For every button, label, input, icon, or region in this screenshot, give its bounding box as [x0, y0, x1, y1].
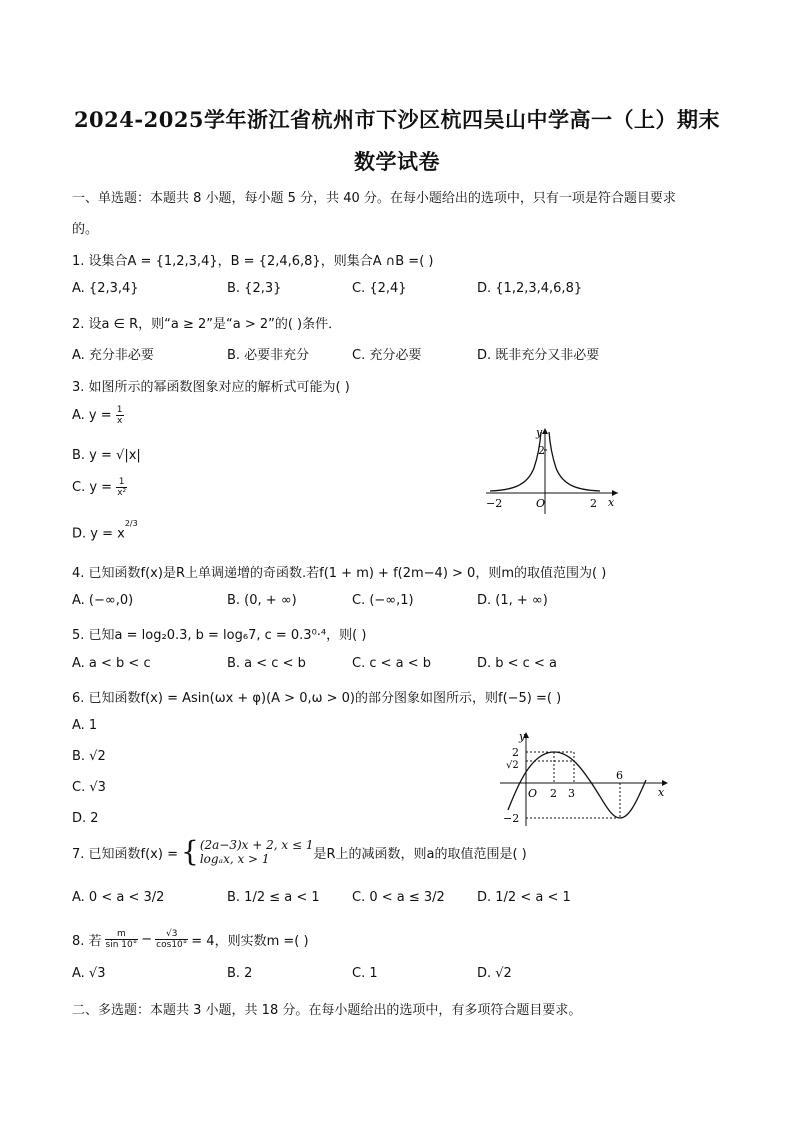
q3-option-d-prefix: D. y = x — [72, 526, 125, 542]
q6-option-a: A. 1 — [72, 718, 98, 733]
q2-stem: 2. 设a ∈ R，则“a ≥ 2”是“a > 2”的( )条件． — [72, 317, 342, 332]
q4-option-b: B. (0, + ∞) — [227, 593, 297, 608]
q4-option-a: A. (−∞,0) — [72, 593, 134, 608]
q5-option-a: A. a < b < c — [72, 656, 151, 671]
q3-option-c-prefix: C. y = — [72, 480, 113, 495]
q3-curve-left — [490, 432, 541, 491]
q8-minus: − — [141, 932, 153, 947]
q8-frac2-num: √3 — [155, 929, 188, 940]
q7-option-d: D. 1/2 < a < 1 — [477, 890, 571, 905]
q4-option-d: D. (1, + ∞) — [477, 593, 548, 608]
q7-option-c: C. 0 < a ≤ 3/2 — [352, 890, 445, 905]
q6-stem: 6. 已知函数f(x) = Asin(ωx + φ)(A > 0,ω > 0)的部分图象如图所示，则f(−5) =( ) — [72, 691, 562, 706]
q3-stem: 3. 如图所示的幂函数图象对应的解析式可能为( ) — [72, 380, 350, 395]
q3-a-num: 1 — [116, 405, 123, 415]
q3-option-a — [72, 405, 124, 426]
q6-graph-x-label: x — [658, 786, 665, 799]
q6-graph-tick-y-top: 2 — [512, 746, 519, 759]
q3-y-axis-arrow — [542, 428, 548, 434]
q5-option-c: C. c < a < b — [352, 656, 432, 671]
q3-c-num: 1 — [116, 477, 127, 488]
q6-curve — [508, 752, 646, 818]
q6-graph-tick-y-bot: −2 — [503, 812, 520, 825]
q2-option-c: C. 充分必要 — [352, 348, 422, 363]
q3-graph-tick-x-neg: −2 — [486, 497, 503, 510]
q1-option-c: C. {2,4} — [352, 281, 407, 296]
q3-a-den: x — [117, 416, 123, 426]
q7-case2: logₐx, x > 1 — [199, 852, 270, 866]
q7-cases — [200, 838, 314, 866]
q5-option-d: D. b < c < a — [477, 656, 557, 671]
page-title-line1: 2024-2025学年浙江省杭州市下沙区杭四吴山中学高一（上）期末 — [73, 107, 721, 132]
q1-option-d: D. {1,2,3,4,6,8} — [477, 281, 583, 296]
q6-graph-origin: O — [528, 787, 538, 800]
q3-graph-tick-x-pos: 2 — [590, 497, 597, 510]
q3-power-function-graph — [482, 424, 622, 516]
q8-fraction-2 — [155, 929, 188, 950]
q4-stem: 4. 已知函数f(x)是R上单调递增的奇函数.若f(1 + m) + f(2m−4) > 0，则m的取值范围为( ) — [72, 566, 607, 581]
q3-option-c — [72, 477, 127, 498]
q8-stem — [72, 929, 309, 950]
page-title-line2: 数学试卷 — [354, 149, 440, 174]
q1-stem: 1. 设集合A = {1,2,3,4}，B = {2,4,6,8}，则集合A ∩B =( ) — [72, 254, 434, 269]
q5-option-b: B. a < c < b — [227, 656, 306, 671]
q2-option-a: A. 充分非必要 — [72, 348, 154, 363]
q6-option-d: D. 2 — [72, 811, 99, 826]
q6-option-b: B. √2 — [72, 749, 106, 764]
q1-option-b: B. {2,3} — [227, 281, 282, 296]
q8-stem-suffix: = 4，则实数m =( ) — [191, 934, 309, 949]
section1-heading-cont: 的。 — [72, 222, 99, 237]
q3-option-c-fraction — [116, 477, 127, 498]
q8-fraction-1 — [105, 929, 139, 950]
q1-option-a: A. {2,3,4} — [72, 281, 139, 296]
q7-option-a: A. 0 < a < 3/2 — [72, 890, 165, 905]
q3-option-b: B. y = √|x| — [72, 448, 141, 463]
q8-frac2-den: cos10° — [156, 940, 188, 950]
q3-graph-origin: O — [536, 497, 546, 510]
q3-graph-y-label: y — [536, 426, 543, 439]
q8-option-c: C. 1 — [352, 966, 378, 981]
q6-graph-y-label: y — [519, 730, 526, 743]
q7-stem-prefix: 7. 已知函数f(x) = — [72, 846, 178, 862]
q7-brace: { — [180, 835, 199, 868]
q6-graph-tick-x-6: 6 — [616, 769, 623, 782]
q8-option-d: D. √2 — [477, 966, 512, 981]
q5-stem: 5. 已知a = log₂0.3, b = log₆7, c = 0.3⁰·⁴，则( ) — [72, 628, 367, 643]
q6-graph-tick-x-3: 3 — [568, 787, 575, 800]
q6-graph-tick-y-mid: √2 — [506, 760, 519, 771]
q8-option-b: B. 2 — [227, 966, 253, 981]
q8-frac1-num: m — [105, 929, 139, 940]
q6-graph-tick-x-2: 2 — [550, 787, 557, 800]
q3-option-a-prefix: A. y = — [72, 408, 112, 423]
q3-option-d — [72, 519, 138, 542]
q3-curve-right — [549, 432, 600, 491]
q3-graph-x-label: x — [608, 496, 615, 509]
section1-heading: 一、单选题：本题共 8 小题，每小题 5 分，共 40 分。在每小题给出的选项中，只有一项是符合题目要求 — [72, 191, 676, 206]
q7-option-b: B. 1/2 ≤ a < 1 — [227, 890, 320, 905]
q3-option-a-fraction — [116, 405, 124, 426]
section2-heading: 二、多选题：本题共 3 小题，共 18 分。在每小题给出的选项中，有多项符合题目要求。 — [72, 1003, 582, 1018]
q3-c-den: x² — [117, 488, 127, 498]
q2-option-b: B. 必要非充分 — [227, 348, 310, 363]
q3-graph-tick-y: 2 — [538, 444, 545, 457]
q8-stem-prefix: 8. 若 — [72, 934, 102, 949]
q8-frac1-den: sin 10° — [105, 940, 138, 950]
q3-option-d-exponent: 2/3 — [124, 519, 138, 528]
q6-sine-graph — [498, 728, 674, 828]
q6-option-c: C. √3 — [72, 780, 106, 795]
q7-stem — [72, 835, 527, 868]
q2-option-d: D. 既非充分又非必要 — [477, 348, 600, 363]
q7-stem-suffix: 是R上的减函数，则a的取值范围是( ) — [313, 846, 527, 862]
q4-option-c: C. (−∞,1) — [352, 593, 414, 608]
q7-case1: (2a−3)x + 2, x ≤ 1 — [199, 838, 314, 852]
q8-option-a: A. √3 — [72, 966, 106, 981]
